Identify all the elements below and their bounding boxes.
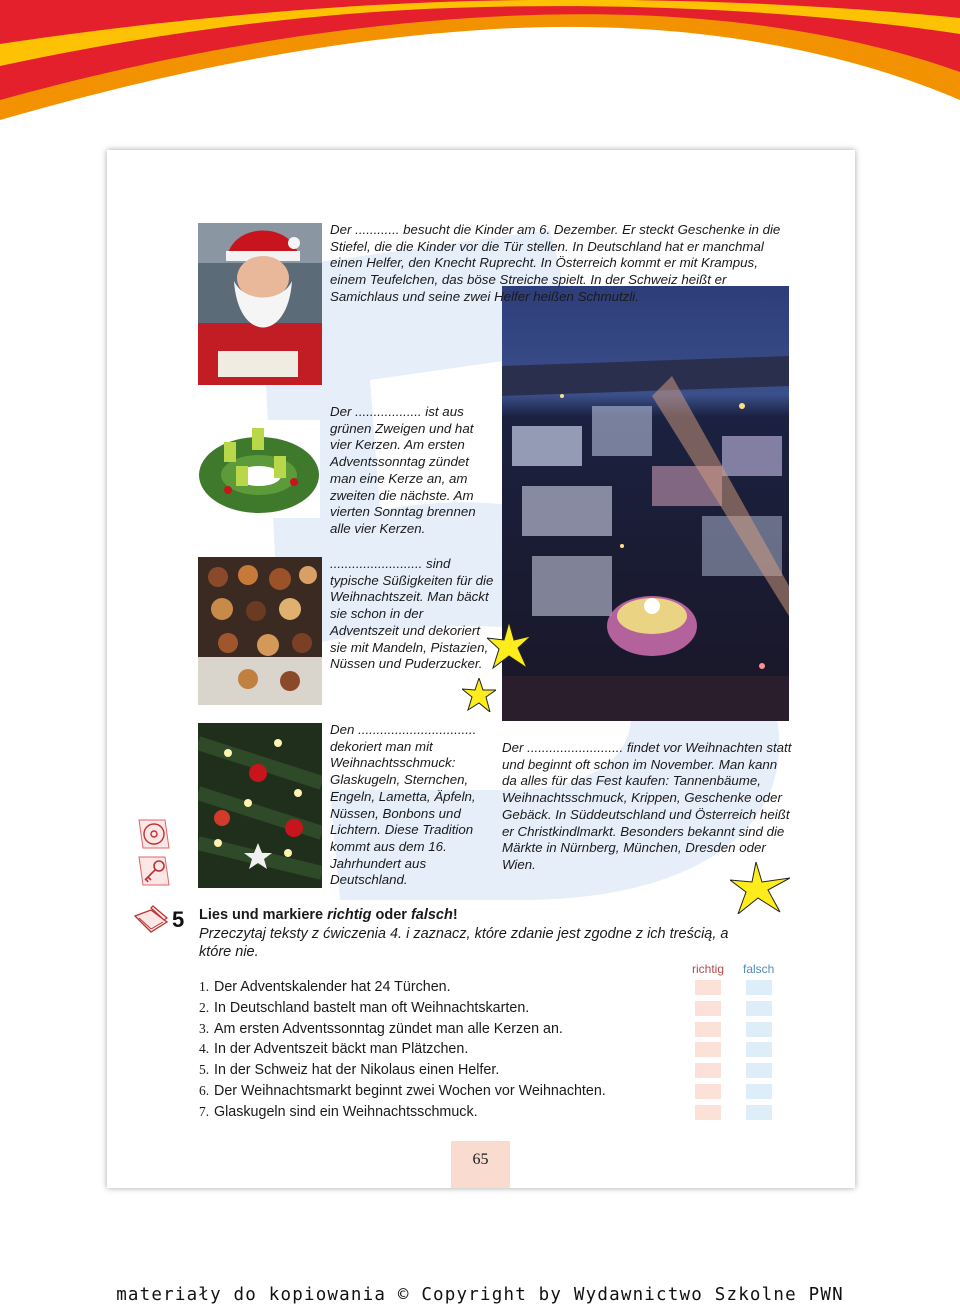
text-nikolaus-wrap: [330, 222, 792, 387]
exercise-title: [199, 907, 458, 923]
statement-item: [199, 977, 679, 998]
statement-item: [199, 998, 679, 1019]
key-icon: [137, 855, 171, 887]
exercise-number: 5: [172, 907, 185, 932]
statement-number: 7.: [199, 1103, 210, 1119]
richtig-box-7[interactable]: [695, 1105, 721, 1120]
star-icon: [730, 862, 790, 914]
statement-item: [199, 1019, 679, 1040]
text-kranz: [330, 404, 495, 538]
exercise-title-end: !: [452, 907, 458, 923]
page-number: 65: [451, 1141, 510, 1188]
advent-wreath-photo: [198, 420, 320, 518]
richtig-box-3[interactable]: [695, 1022, 721, 1037]
statement-item: [199, 1081, 679, 1102]
falsch-answer-boxes: [746, 980, 772, 1126]
statement-number: 2.: [199, 999, 210, 1015]
cookies-photo: [198, 557, 322, 705]
falsch-box-3[interactable]: [746, 1022, 772, 1037]
cd-icon: [137, 818, 171, 850]
statement-number: 5.: [199, 1062, 210, 1078]
statement-number: 4.: [199, 1041, 210, 1057]
christmas-tree-photo: [198, 723, 322, 888]
richtig-box-2[interactable]: [695, 1001, 721, 1016]
exercise-title-start: Lies und markiere: [199, 907, 328, 923]
richtig-box-6[interactable]: [695, 1084, 721, 1099]
richtig-box-1[interactable]: [695, 980, 721, 995]
text-baum: [330, 722, 498, 889]
falsch-box-7[interactable]: [746, 1105, 772, 1120]
statement-number: 1.: [199, 979, 210, 994]
statement-number: 3.: [199, 1020, 210, 1036]
richtig-answer-boxes: [695, 980, 721, 1126]
text-markt: [502, 740, 792, 874]
exercise-subtitle: Przeczytaj teksty z ćwiczenia 4. i zaznacz, które zdanie jest zgodne z ich treścią, a które nie.: [199, 926, 729, 960]
text-nikolaus-body: Der ............ besucht die Kinder am 6. Dezember. Er steckt Geschenke in die Stiefel, die die Kinder vor die Tür stellen. In Deutschland hat er manchmal einen Helfer, den Knecht Ruprecht. In Österreich kommt er mit Krampus, einem Teufelchen, das böse Streiche spielt. In der Schweiz heißt er Samichlaus und seine zwei Helfer heißen Schmutzli.: [330, 222, 781, 304]
statement-text: In Deutschland bastelt man oft Weihnachtskarten.: [214, 999, 530, 1016]
column-header-falsch: falsch: [743, 962, 775, 976]
statement-text: In der Schweiz hat der Nikolaus einen Helfer.: [214, 1062, 500, 1079]
book-pencil-icon: [131, 902, 171, 938]
exercise-title-richtig: richtig: [327, 907, 372, 923]
exercise-title-mid: oder: [371, 907, 411, 923]
header-banner: [0, 0, 960, 170]
text-kranz-body: Der .................. ist aus grünen Zweigen und hat vier Kerzen. Am ersten Adventssonntag zündet man eine Kerze an, am zweiten die nächste. Am vierten Sonntag brennen alle vier Kerzen.: [330, 404, 476, 536]
richtig-box-4[interactable]: [695, 1042, 721, 1057]
text-markt-body: Der .......................... findet vor Weihnachten statt und beginnt oft schon im November. Man kann da alles für das Fest kaufen: Tannenbäume, Weihnachtsschmuck, Krippen, Geschenke oder Gebäck. In Süddeutschland und Österreich heißt er Christkindlmarkt. Besonders bekannt sind die Märkte in Nürnberg, München, Dresden oder Wien.: [502, 740, 792, 872]
statement-text: Glaskugeln sind ein Weihnachtsschmuck.: [214, 1103, 478, 1120]
star-icon: [487, 622, 531, 670]
falsch-box-5[interactable]: [746, 1063, 772, 1078]
falsch-box-6[interactable]: [746, 1084, 772, 1099]
statement-text: Am ersten Adventssonntag zündet man alle Kerzen an.: [214, 1020, 563, 1037]
statement-list: [199, 977, 679, 1123]
statement-text: In der Adventszeit bäckt man Plätzchen.: [214, 1041, 469, 1058]
statement-item: [199, 1102, 679, 1123]
statement-text: Der Adventskalender hat 24 Türchen.: [214, 979, 451, 995]
falsch-box-2[interactable]: [746, 1001, 772, 1016]
text-baum-body: Den ................................ dekoriert man mit Weihnachtsschmuck: Glaskugeln, Sternchen, Engeln, Lametta, Äpfeln, Nüssen, Bonbons und Lichtern. Diese Tradition kommt aus dem 16. Jahrhundert aus Deutschland.: [330, 722, 477, 888]
copyright-footer: materiały do kopiowania © Copyright by Wydawnictwo Szkolne PWN: [116, 1285, 844, 1305]
text-plaetzchen: [330, 556, 495, 673]
statement-text: Der Weihnachtsmarkt beginnt zwei Wochen vor Weihnachten.: [214, 1082, 606, 1099]
column-header-richtig: richtig: [692, 962, 725, 976]
statement-item: [199, 1039, 679, 1060]
exercise-title-falsch: falsch: [410, 907, 453, 923]
richtig-box-5[interactable]: [695, 1063, 721, 1078]
statement-item: [199, 1060, 679, 1081]
star-icon: [462, 678, 496, 712]
falsch-box-1[interactable]: [746, 980, 772, 995]
statement-number: 6.: [199, 1082, 210, 1098]
text-plaetzchen-body: ......................... sind typische Süßigkeiten für die Weihnachtszeit. Man bäckt sie schon in der Adventszeit und dekoriert sie mit Mandeln, Pistazien, Nüssen und Puderzucker.: [330, 556, 494, 672]
santa-photo: [198, 223, 322, 385]
falsch-box-4[interactable]: [746, 1042, 772, 1057]
